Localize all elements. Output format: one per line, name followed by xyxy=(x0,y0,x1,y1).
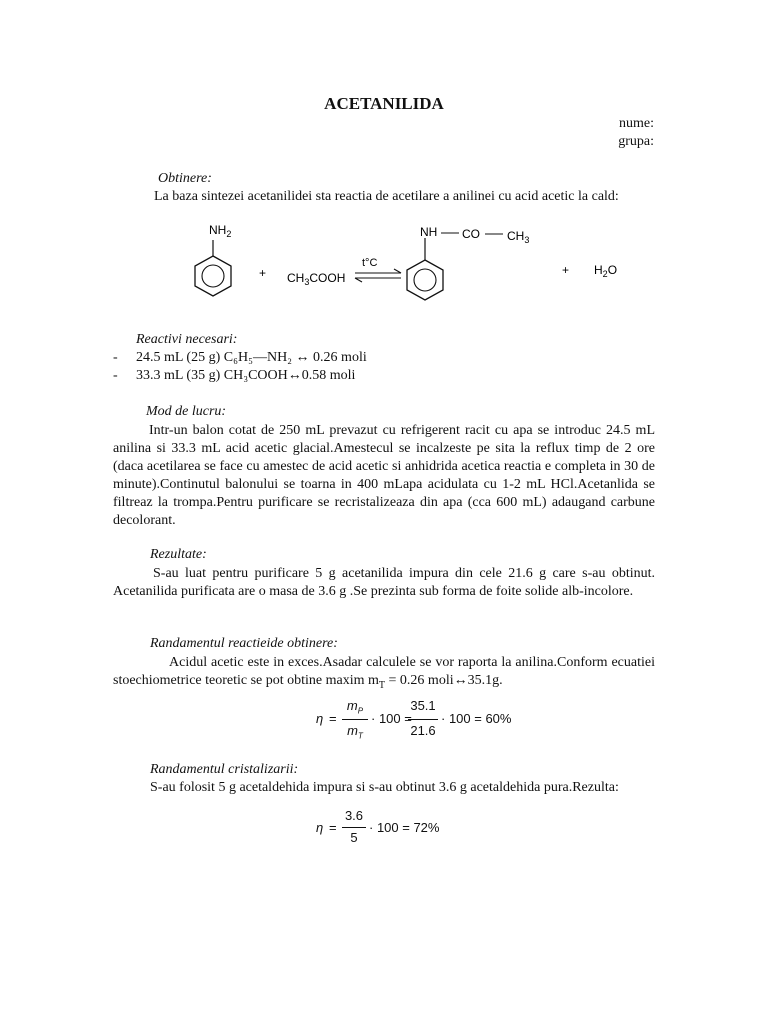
randament-cristalizare-heading: Randamentul cristalizarii: xyxy=(150,762,299,777)
equals-sign: = xyxy=(329,711,337,726)
equals-sign-2: = xyxy=(329,820,337,835)
denominator-5: 5 xyxy=(350,830,358,845)
carbonyl-group: CO xyxy=(462,227,480,241)
aniline-amino-group: $NH_2$ xyxy=(209,223,232,239)
fraction-bar-3 xyxy=(342,827,366,828)
fraction-bar-1 xyxy=(342,719,368,720)
yield-result-72: · 100 = 72% xyxy=(369,820,440,835)
reactivi-item-2: 33.3 mL (35 g) CH₃COOH↔0.58 moli xyxy=(136,368,356,383)
reaction-scheme xyxy=(0,218,768,308)
equilibrium-arrow-icon xyxy=(355,269,401,282)
reactivi-item-1: 24.5 mL (25 g) C₆H₅—NH₂ ↔ 0.26 moli xyxy=(136,350,367,365)
plus-sign-1: + xyxy=(259,266,267,280)
denominator-mt: $m_T$ xyxy=(347,723,363,741)
imine-group: NH xyxy=(420,225,438,239)
mod-de-lucru-heading: Mod de lucru: xyxy=(146,404,227,419)
rezultate-heading: Rezultate: xyxy=(150,547,207,562)
numerator-mp: $m_P$ xyxy=(346,698,364,716)
eta-symbol: η xyxy=(316,711,324,726)
randament-obtinere-heading: Randamentul reactieide obtinere: xyxy=(150,636,338,651)
randament-obtinere-text: Acidul acetic este in exces.Asadar calculele se vor raporta la anilina.Conform ecuatiei stoechiometrice teoretic se pot obtine maxim $m_T = 0.26$ moli↔35.1g. xyxy=(113,655,655,691)
acetanilide-benzene-ring xyxy=(407,238,443,300)
aniline-benzene-ring xyxy=(195,240,231,296)
document-title: ACETANILIDA xyxy=(324,94,444,113)
numerator-value: 35.1 xyxy=(410,698,436,713)
numerator-3-6: 3.6 xyxy=(344,808,364,823)
multiply-100: · 100 = xyxy=(371,711,412,726)
obtinere-text: La baza sintezei acetanilidei sta reactia de acetilare a anilinei cu acid acetic la cald: xyxy=(154,189,619,204)
rezultate-text: S-au luat pentru purificare 5 g acetanilida impura din cele 21.6 g care s-au obtinut. Acetanilida purificata are o masa de 3.6 g .Se prezinta sub forma de foite solide alb-incolore. xyxy=(113,566,655,599)
yield-result-60: · 100 = 60% xyxy=(441,711,512,726)
denominator-value: 21.6 xyxy=(410,723,436,738)
reactivi-bullet-2: - xyxy=(113,368,118,383)
yield-formula-1 xyxy=(316,698,576,742)
fraction-bar-2 xyxy=(408,719,438,720)
group-field-label: grupa: xyxy=(618,134,654,149)
reactivi-heading: Reactivi necesari: xyxy=(136,332,238,347)
plus-sign-2: + xyxy=(562,263,570,277)
mod-de-lucru-text: Intr-un balon cotat de 250 mL prevazut cu refrigerent racit cu apa se introduc 24.5 mL anilina si 33.3 mL acid acetic glacial.Amestecul se incalzeste pe sita la reflux timp de 2 ore (daca acetilarea se face cu amestec de acid acetic si anhidrida acetica reactia e completa in 30 de minute).Continutul balonului se toarna in 400 mLapa acidulata cu 1-2 mL HCl.Acetanlida se filtreaz la trompa.Pentru purificare se recristalizeaza din apa (cca 600 mL) adaugand carbune decolorant. xyxy=(113,423,655,528)
randament-cristalizare-text: S-au folosit 5 g acetaldehida impura si s-au obtinut 3.6 g acetaldehida pura.Rezulta: xyxy=(150,780,619,795)
reactivi-bullet-1: - xyxy=(113,350,118,365)
name-field-label: nume: xyxy=(619,116,654,131)
water-formula: $H_2O$ xyxy=(594,263,618,279)
reaction-condition: t°C xyxy=(362,257,378,269)
eta-symbol-2: η xyxy=(316,820,324,835)
acetic-acid-formula: $CH_3COOH$ xyxy=(287,271,346,287)
methyl-group: $CH_3$ xyxy=(507,229,530,245)
yield-formula-2 xyxy=(316,808,476,848)
obtinere-heading: Obtinere: xyxy=(158,171,212,186)
